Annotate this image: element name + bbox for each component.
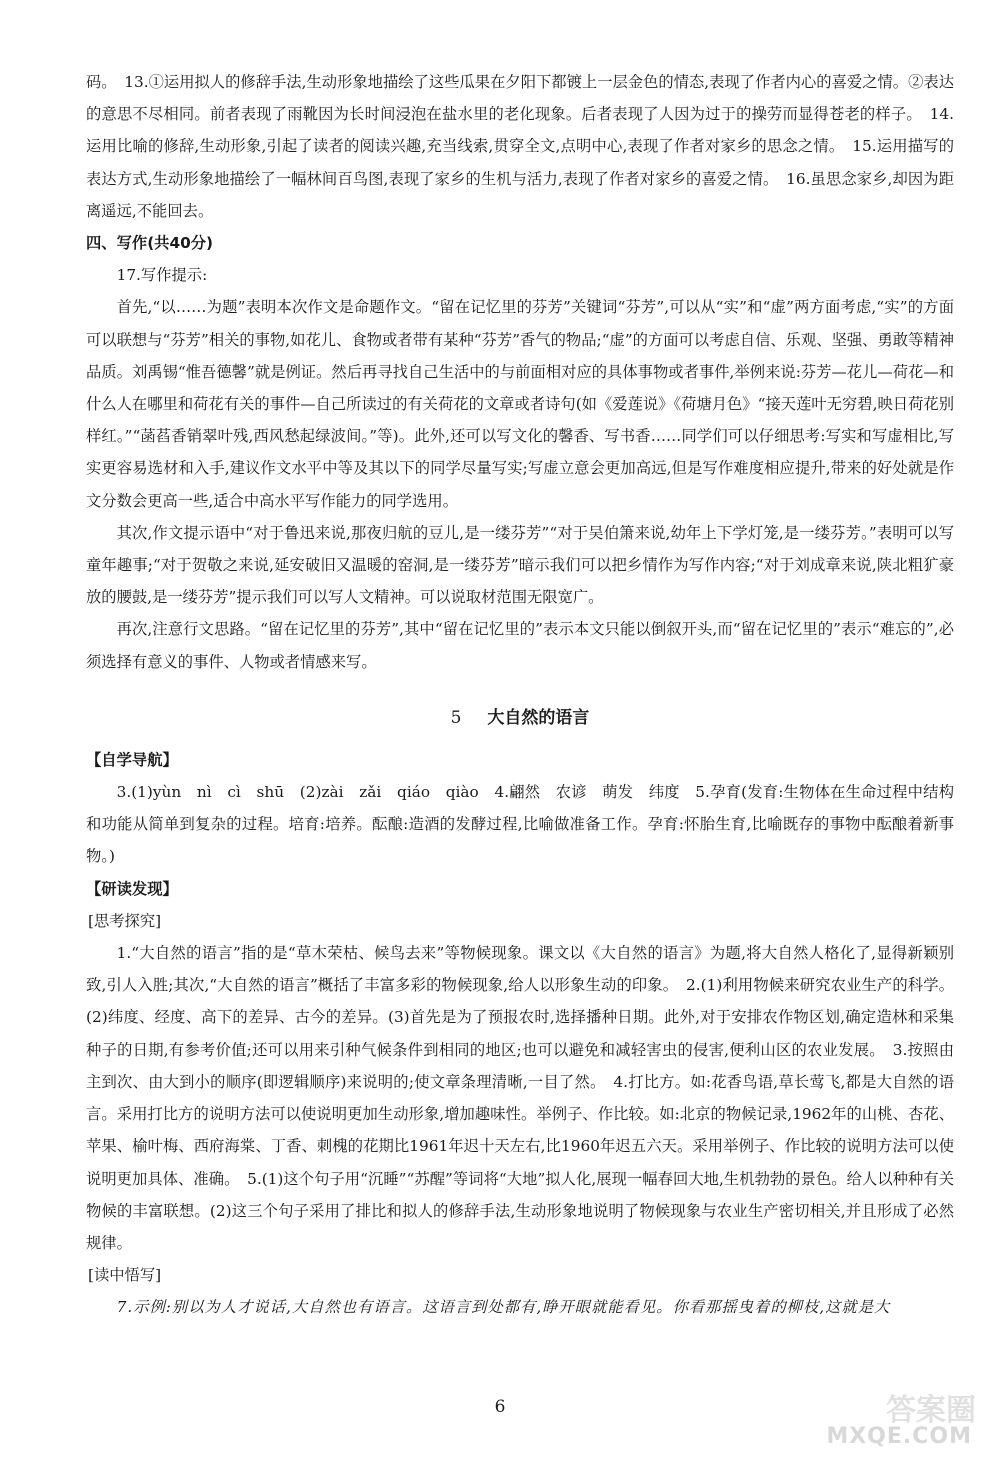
writing-heading: 四、写作(共40分) (86, 234, 214, 253)
think-explore-label: [思考探究] (88, 911, 162, 930)
page-content (86, 66, 954, 1324)
research-answers: 1.“大自然的语言”指的是“草木荣枯、候鸟去来”等物候现象。课文以《大自然的语言》为题,将大自然人格化了,显得新颖别致,引人入胜;其次,“大自然的语言”概括了丰富多彩的物候现象,给人以形象生动的印象。 2.(1)利用物候来研究农业生产的科学。(2)纬度、经度、高下的差异、古今的差异。(3)首先是为了预报农时,选择播种日期。此外,对于安排农作物区划,确定造林和采集种子的日期,有参考价值;还可以用来引种气候条件到相同的地区;也可以避免和减轻害虫的侵害,便利山区的农业发展。 3.按照由主到次、由大到小的顺序(即逻辑顺序)来说明的;使文章条理清晰,一目了然。 4.打比方。如:花香鸟语,草长莺飞,都是大自然的语言。采用打比方的说明方法可以使说明更加生动形象,增加趣味性。举例子、作比较。如:北京的物候记录,1962年的山桃、杏花、苹果、榆叶梅、西府海棠、丁香、刺槐的花期比1961年迟十天左右,比1960年迟五六天。采用举例子、作比较的说明方法可以使说明更加具体、准确。 5.(1)这个句子用“沉睡”“苏醒”等词将“大地”拟人化,展现一幅春回大地,生机勃勃的景色。给人以种种有关物候的丰富联想。(2)这三个句子采用了排比和拟人的修辞手法,生动形象地说明了物候现象与农业生产密切相关,并且形成了必然规律。 (86, 944, 954, 1252)
self-study-label: 【自学导航】 (86, 750, 178, 769)
read-write-example: 7.示例:别以为人才说话,大自然也有语言。这语言到处都有,睁开眼就能看见。你看那摇曳着的柳枝,这就是大 (116, 1298, 891, 1317)
writing-paragraph-2: 其次,作文提示语中“对于鲁迅来说,那夜归航的豆儿,是一缕芬芳”“对于吴伯箫来说,幼年上下学灯笼,是一缕芬芳。”表明可以写童年趣事;“对于贺敬之来说,延安破旧又温暖的窑洞,是一缕芬芳”暗示我们可以把乡情作为写作内容;“对于刘成章来说,陕北粗犷豪放的腰鼓,是一缕芬芳”提示我们可以写人文精神。可以说取材范围无限宽广。 (86, 523, 954, 607)
writing-paragraph-1: 首先,“以……为题”表明本次作文是命题作文。“留在记忆里的芬芳”关键词“芬芳”,可以从“实”和“虚”两方面考虑,“实”的方面可以联想与“芬芳”相关的事物,如花儿、食物或者带有某种“芬芳”香气的物品;“虚”的方面可以考虑自信、乐观、坚强、勇敢等精神品质。刘禹锡“惟吾德馨”就是例证。然后再寻找自己生活中的与前面相对应的具体事物或者事件,举例来说:芬芳—花儿—荷花—和什么人在哪里和荷花有关的事件—自己所读过的有关荷花的文章或者诗句(如《爱莲说》《荷塘月色》“接天莲叶无穷碧,映日荷花别样红。”“菡萏香销翠叶残,西风愁起绿波间。”等)。此外,还可以写文化的馨香、写书香……同学们可以仔细思考:写实和写虚相比,写实更容易选材和入手,建议作文水平中等及其以下的同学尽量写实;写虚立意会更加高远,但是写作难度相应提升,带来的好处就是作文分数会更高一些,适合中高水平写作能力的同学选用。 (86, 298, 954, 510)
section-title-text: 大自然的语言 (487, 707, 590, 728)
answer-paragraph-13-16: 码。 13.①运用拟人的修辞手法,生动形象地描绘了这些瓜果在夕阳下都镀上一层金色的情态,表现了作者内心的喜爱之情。②表达的意思不尽相同。前者表现了雨靴因为长时间浸泡在盐水里的老化现象。后者表现了人因为过于的操劳而显得苍老的样子。 14.运用比喻的修辞,生动形象,引起了读者的阅读兴趣,充当线索,贯穿全文,点明中心,表现了作者对家乡的思念之情。 15.运用描写的表达方式,生动形象地描绘了一幅林间百鸟图,表现了家乡的生机与活力,表现了作者对家乡的喜爱之情。 16.虽思念家乡,却因为距离遥远,不能回去。 (86, 73, 954, 220)
self-study-text: 3.(1)yùn nì cì shū (2)zài zǎi qiáo qiào 4.翩然 农谚 萌发 纬度 5.孕育(发育:生物体在生命过程中结构和功能从简单到复杂的过程。培育:培养。酝酿:造酒的发酵过程,比喻做准备工作。孕育:怀胎生育,比喻既存的事物中酝酿着新事物。) (86, 783, 954, 866)
read-write-label: [读中悟写] (88, 1266, 162, 1285)
writing-paragraph-3: 再次,注意行文思路。“留在记忆里的芬芳”,其中“留在记忆里的”表示本文只能以倒叙开头,而“留在记忆里的”表示“难忘的”,必须选择有意义的事件、人物或者情感来写。 (86, 620, 954, 671)
section-title (86, 702, 954, 734)
site-watermark (792, 1395, 982, 1457)
section-number: 5 (450, 707, 462, 728)
watermark-logo: 答案圈 (886, 1393, 976, 1428)
research-label: 【研读发现】 (86, 879, 178, 898)
page-number: 6 (494, 1397, 506, 1417)
watermark-site: MXQE.COM (826, 1423, 972, 1449)
writing-prompt-label: 17.写作提示: (116, 266, 208, 285)
